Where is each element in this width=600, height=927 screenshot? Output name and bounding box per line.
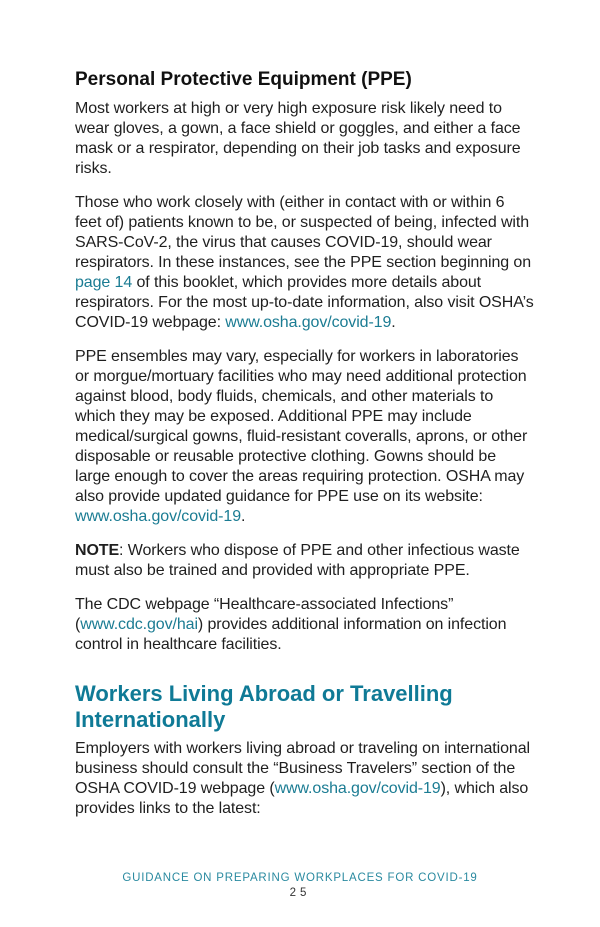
text: . xyxy=(391,314,396,331)
text: : Workers who dispose of PPE and other infectious waste must also be trained and provided with appropriate PPE. xyxy=(75,542,520,579)
paragraph-ppe-ensembles xyxy=(75,347,535,527)
page-14-link[interactable]: page 14 xyxy=(75,274,133,291)
cdc-hai-link[interactable]: www.cdc.gov/hai xyxy=(80,616,198,633)
osha-covid-link[interactable]: www.osha.gov/covid-19 xyxy=(225,314,392,331)
page-footer xyxy=(0,872,600,899)
text: PPE ensembles may vary, especially for workers in laboratories or morgue/mortuary facilities who may need additional protection against blood, body fluids, chemicals, and other materials to which they may be exposed. Additional PPE may include medical/surgical gowns, fluid-resistant coveralls, aprons, or other disposable or reusable protective clothing. Gowns should be large enough to cover the areas requiring protection. OSHA may also provide updated guidance for PPE use on its website: xyxy=(75,348,528,505)
paragraph-ppe-intro: Most workers at high or very high exposure risk likely need to wear gloves, a gown, a face shield or goggles, and either a face mask or a respirator, depending on their job tasks and exposure risks. xyxy=(75,100,521,177)
section-heading-ppe: Personal Protective Equipment (PPE) xyxy=(75,69,412,90)
text: Those who work closely with (either in contact with or within 6 feet of) patients known to be, or suspected of being, infected with SARS-CoV-2, the virus that causes COVID-19, should wear respirators. In these instances, see the PPE section beginning on xyxy=(75,194,532,271)
osha-covid-link[interactable]: www.osha.gov/covid-19 xyxy=(274,780,441,797)
text: ) provides additional information on infection control in healthcare facilities. xyxy=(75,616,507,653)
osha-covid-link[interactable]: www.osha.gov/covid-19 xyxy=(75,508,241,525)
text: Employers with workers living abroad or traveling on international business should consult the “Business Travelers” section of the OSHA COVID-19 webpage ( xyxy=(75,740,530,797)
page-number: 25 xyxy=(289,887,311,899)
document-page xyxy=(75,68,535,833)
paragraph-note xyxy=(75,541,535,581)
text: . xyxy=(241,508,246,525)
text: ), which also provides links to the latest: xyxy=(75,780,529,817)
paragraph-respirators xyxy=(75,193,535,333)
text: The CDC webpage “Healthcare-associated Infections” ( xyxy=(75,596,454,633)
footer-title: GUIDANCE ON PREPARING WORKPLACES FOR COVID-19 xyxy=(122,872,478,884)
paragraph-abroad xyxy=(75,739,535,819)
text: of this booklet, which provides more details about respirators. For the most up-to-date information, also visit OSHA’s COVID-19 webpage: xyxy=(75,274,534,331)
note-label: NOTE xyxy=(75,542,120,559)
section-heading-abroad: Workers Living Abroad or Travelling Internationally xyxy=(75,681,453,732)
paragraph-cdc xyxy=(75,595,535,655)
